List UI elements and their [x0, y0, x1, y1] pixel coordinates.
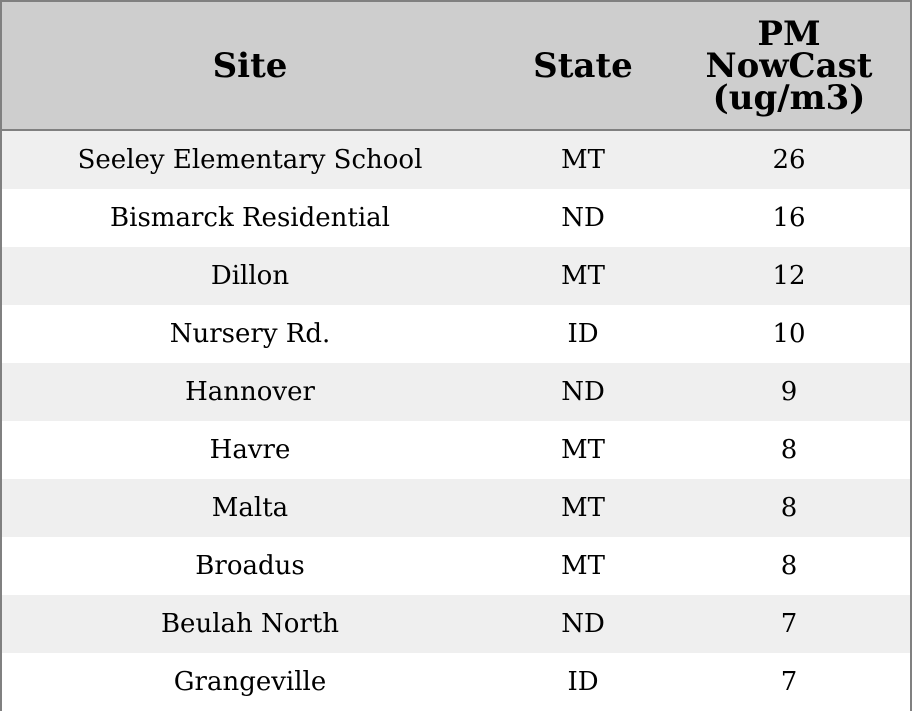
- cell-site: Dillon: [210, 261, 290, 291]
- cell-pm: 9: [780, 377, 798, 407]
- table-row: [2, 479, 910, 537]
- header-pm-line1: PM: [757, 13, 821, 54]
- cell-pm: 7: [780, 609, 798, 639]
- cell-state: ND: [561, 609, 605, 639]
- table-row: [2, 421, 910, 479]
- cell-site: Bismarck Residential: [110, 203, 390, 233]
- table-row: [2, 537, 910, 595]
- cell-pm: 16: [772, 203, 806, 233]
- cell-state: MT: [561, 551, 605, 581]
- header-state: [498, 2, 668, 129]
- cell-site: Nursery Rd.: [169, 319, 331, 349]
- cell-state: MT: [561, 261, 605, 291]
- cell-pm: 7: [780, 667, 798, 697]
- header-pm-line2: NowCast: [705, 45, 873, 86]
- table-row: [2, 189, 910, 247]
- table-row: [2, 595, 910, 653]
- cell-state: MT: [561, 435, 605, 465]
- cell-site: Broadus: [195, 551, 305, 581]
- table-row: [2, 305, 910, 363]
- cell-pm: 26: [772, 145, 806, 175]
- header-pm-nowcast: [668, 2, 910, 129]
- header-pm-line3: (ug/m3): [712, 77, 866, 118]
- table-row: [2, 131, 910, 189]
- cell-site: Hannover: [185, 377, 315, 407]
- table-row: [2, 653, 910, 711]
- cell-pm: 10: [772, 319, 806, 349]
- cell-state: MT: [561, 493, 605, 523]
- cell-site: Grangeville: [173, 667, 327, 697]
- cell-pm: 12: [772, 261, 806, 291]
- table-header: [2, 2, 910, 131]
- cell-state: ID: [567, 667, 599, 697]
- header-site: [2, 2, 498, 129]
- cell-site: Havre: [209, 435, 291, 465]
- cell-site: Malta: [211, 493, 289, 523]
- header-state-label: State: [533, 45, 633, 86]
- cell-site: Seeley Elementary School: [77, 145, 423, 175]
- table-body: [2, 131, 910, 711]
- cell-pm: 8: [780, 435, 798, 465]
- cell-state: MT: [561, 145, 605, 175]
- table-row: [2, 363, 910, 421]
- table-row: [2, 247, 910, 305]
- cell-pm: 8: [780, 493, 798, 523]
- cell-state: ND: [561, 377, 605, 407]
- cell-site: Beulah North: [160, 609, 340, 639]
- cell-state: ND: [561, 203, 605, 233]
- header-site-label: Site: [212, 45, 288, 86]
- cell-pm: 8: [780, 551, 798, 581]
- cell-state: ID: [567, 319, 599, 349]
